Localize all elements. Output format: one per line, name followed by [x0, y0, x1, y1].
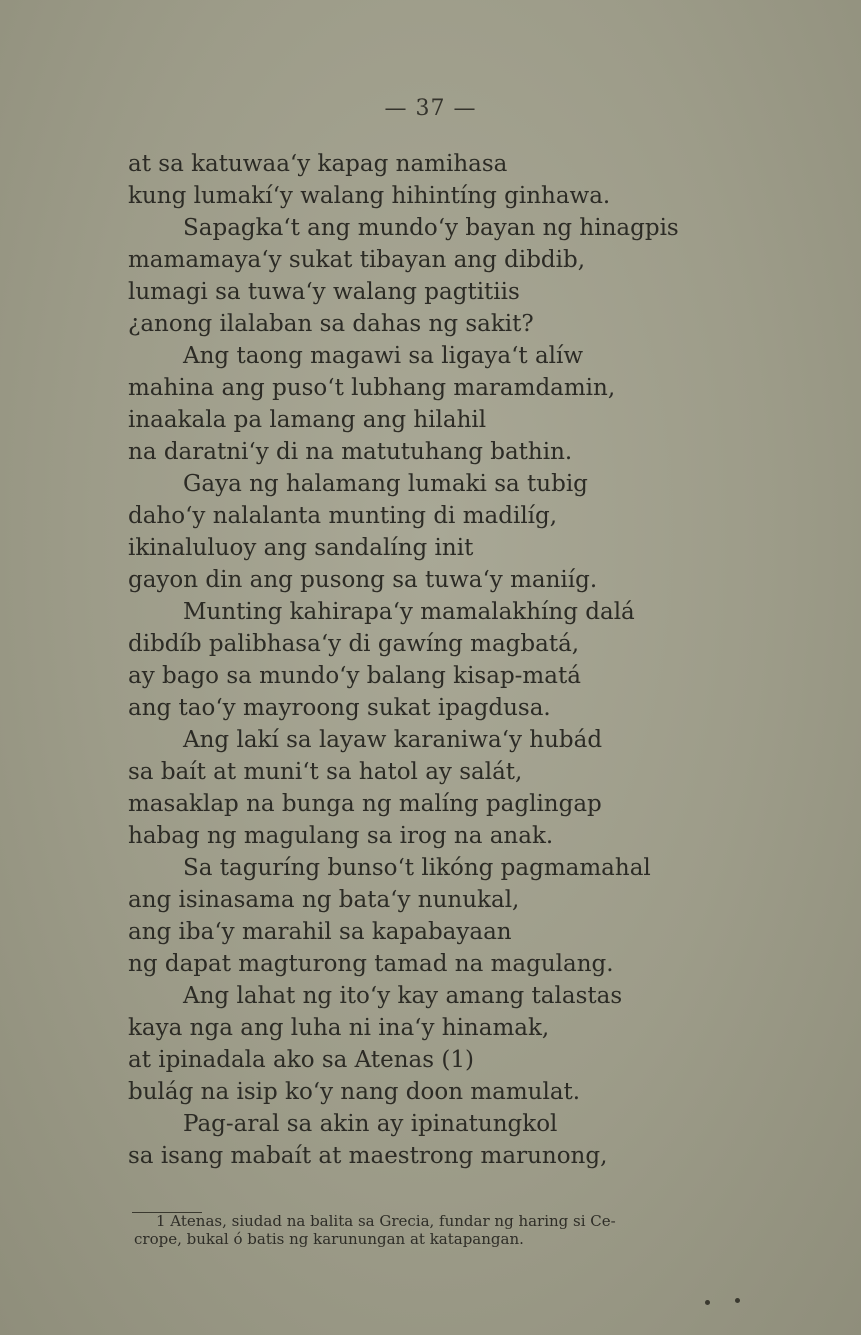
footnote: [134, 1212, 784, 1248]
verse-line: Munting kahirapa‘y mamalakhíng dalá: [183, 599, 635, 625]
verse-line: sa baít at muni‘t sa hatol ay salát,: [128, 759, 523, 785]
verse-line: dibdíb palibhasa‘y di gawíng magbatá,: [128, 631, 580, 657]
footnote-line: 1 Atenas, siudad na balita sa Grecia, fundar ng haring si Ce-: [156, 1212, 616, 1230]
stanza: [128, 148, 788, 212]
stanza: [128, 596, 788, 724]
stanza: [128, 724, 788, 852]
verse-line: Sapagka‘t ang mundo‘y bayan ng hinagpis: [183, 215, 679, 241]
verse-line: inaakala pa lamang ang hilahil: [128, 407, 487, 433]
verse-line: ay bago sa mundo‘y balang kisap-matá: [128, 663, 581, 689]
verse-line: kaya nga ang luha ni ina‘y hinamak,: [128, 1015, 550, 1041]
page-number: — 37 —: [384, 96, 477, 121]
verse-line: ¿anong ilalaban sa dahas ng sakit?: [128, 311, 534, 337]
verse-line: bulág na isip ko‘y nang doon mamulat.: [128, 1079, 581, 1105]
verse-line: ng dapat magturong tamad na magulang.: [128, 951, 614, 977]
verse-line: Pag-aral sa akin ay ipinatungkol: [183, 1111, 558, 1137]
stanza: [128, 1108, 788, 1172]
verse-line: na daratni‘y di na matutuhang bathin.: [128, 439, 573, 465]
stanza: [128, 980, 788, 1108]
verse-line: daho‘y nalalanta munting di madilíg,: [128, 503, 558, 529]
stanza: [128, 212, 788, 340]
verse-line: at sa katuwaa‘y kapag namihasa: [128, 151, 508, 177]
stanza: [128, 340, 788, 468]
verse-line: gayon din ang pusong sa tuwa‘y maniíg.: [128, 567, 598, 593]
stanza: [128, 852, 788, 980]
verse-line: Gaya ng halamang lumaki sa tubig: [183, 471, 588, 497]
ink-speck: [705, 1300, 710, 1305]
stanza: [128, 468, 788, 596]
ink-speck: [735, 1298, 740, 1303]
verse-line: habag ng magulang sa irog na anak.: [128, 823, 554, 849]
verse-line: ikinaluluoy ang sandalíng init: [128, 535, 474, 561]
verse-line: mahina ang puso‘t lubhang maramdamin,: [128, 375, 616, 401]
verse-line: Ang lakí sa layaw karaniwa‘y hubád: [183, 727, 603, 753]
verse-line: Sa taguríng bunso‘t likóng pagmamahal: [183, 855, 651, 881]
footnote-line: crope, bukal ó batis ng karunungan at katapangan.: [134, 1230, 524, 1248]
poem-body: [128, 148, 788, 1172]
verse-line: lumagi sa tuwa‘y walang pagtitiis: [128, 279, 520, 305]
verse-line: at ipinadala ako sa Atenas (1): [128, 1047, 474, 1073]
verse-line: ang isinasama ng bata‘y nunukal,: [128, 887, 520, 913]
verse-line: masaklap na bunga ng malíng paglingap: [128, 791, 602, 817]
verse-line: kung lumakí‘y walang hihintíng ginhawa.: [128, 183, 611, 209]
verse-line: mamamaya‘y sukat tibayan ang dibdib,: [128, 247, 586, 273]
verse-line: sa isang mabaít at maestrong marunong,: [128, 1143, 608, 1169]
verse-line: ang tao‘y mayroong sukat ipagdusa.: [128, 695, 551, 721]
verse-line: Ang taong magawi sa ligaya‘t alíw: [183, 343, 584, 369]
verse-line: ang iba‘y marahil sa kapabayaan: [128, 919, 512, 945]
verse-line: Ang lahat ng ito‘y kay amang talastas: [183, 983, 623, 1009]
